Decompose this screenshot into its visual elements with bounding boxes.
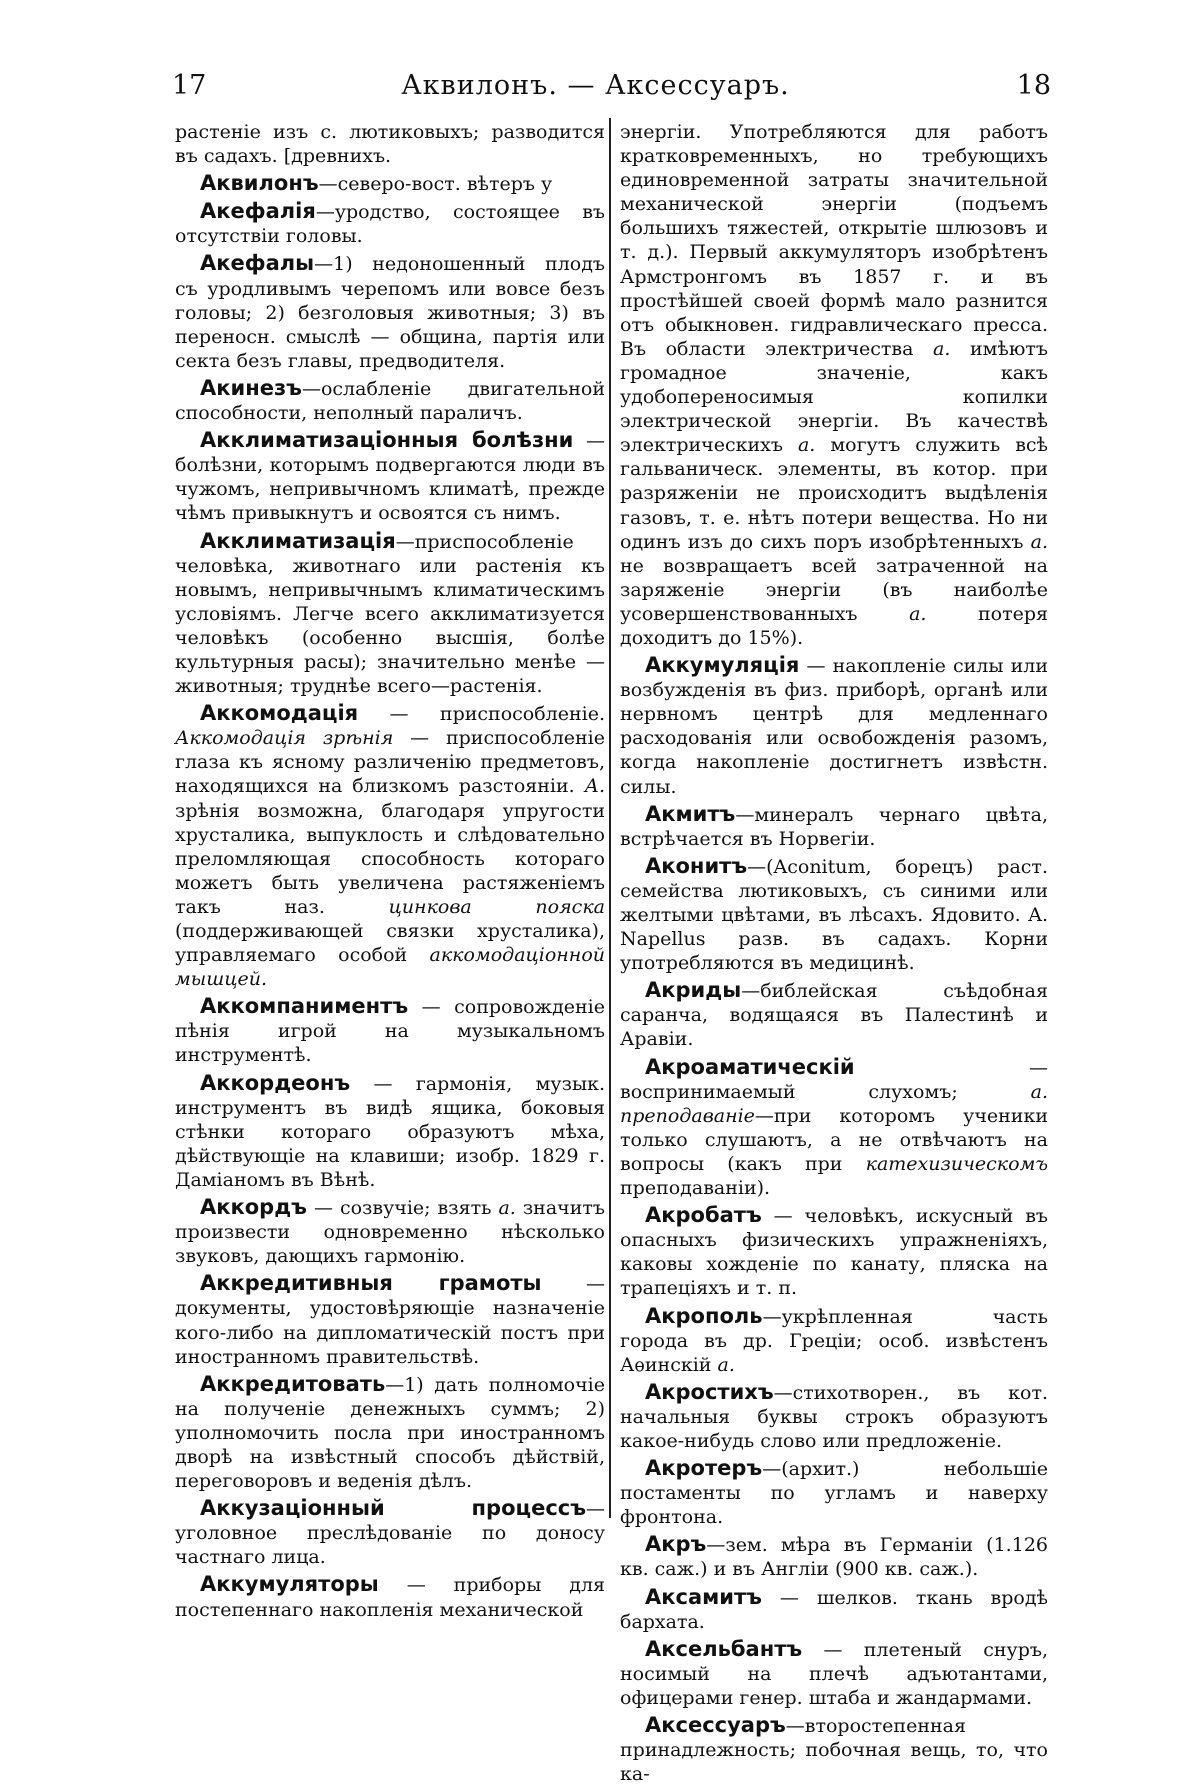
entry-definition: —минералъ чернаго цвѣта, встрѣчается въ Норвегіи. xyxy=(620,803,1048,850)
entry-definition: потеря доходитъ до 15%). xyxy=(620,602,1048,649)
dictionary-entry xyxy=(175,171,605,196)
dictionary-entry xyxy=(175,529,605,699)
entry-definition: — человѣкъ, искусный въ опасныхъ физическихъ упражненіяхъ, каковы хожденіе по канату, пляска на трапеціяхъ и т. п. xyxy=(620,1205,1048,1300)
entry-italic-text: Аккомодація зрѣнія xyxy=(175,727,394,750)
right-column xyxy=(620,120,1048,1789)
entry-headword: Аккредитивныя грамоты xyxy=(200,1271,542,1296)
entry-headword: Аккордеонъ xyxy=(200,1070,351,1095)
entry-italic-text: А. xyxy=(584,775,605,798)
dictionary-entry xyxy=(175,1071,605,1192)
entry-definition: —второстепенная принадлежность; побочная вещь, то, что ка- xyxy=(620,1715,1048,1786)
entry-definition: — уголовное преслѣдованіе по доносу частнаго лица. xyxy=(175,1498,605,1569)
entry-definition: —стихотворен., въ кот. начальныя буквы строкъ образуютъ какое-нибудь слово или предложеніе. xyxy=(620,1381,1048,1452)
entry-definition: —1) недоношенный плодъ съ уродливымъ черепомъ или вовсе безъ головы; 2) безголовыя животныя; 3) въ переносн. смыслѣ — община, партія или секта безъ главы, предводителя. xyxy=(175,253,605,372)
dictionary-entry xyxy=(620,1456,1048,1529)
entry-definition: — гармонія, музык. инструментъ въ видѣ ящика, боковыя стѣнки котораго образуютъ мѣха, дѣйствующіе на клавиши; изобр. 1829 г. Даміаномъ въ Вѣнѣ. xyxy=(175,1072,605,1191)
entry-headword: Акмитъ xyxy=(645,801,736,826)
entry-definition: — накопленіе силы или возбужденія въ физ. приборѣ, органѣ или нервномъ центрѣ для медленнаго расходованія или освобожденія разомъ, когда накопленіе достигнетъ извѣстн. силы. xyxy=(620,655,1048,798)
dictionary-entry xyxy=(175,376,605,425)
dictionary-entry xyxy=(620,978,1048,1051)
entry-definition: —укрѣпленная часть города въ др. Греціи; особ. извѣстенъ Аѳинскій xyxy=(620,1305,1048,1376)
entry-definition: —ослабленіе двигательной способности, неполный параличъ. xyxy=(175,377,605,425)
entry-headword: Акефалы xyxy=(200,251,315,276)
dictionary-entry xyxy=(175,199,605,248)
dictionary-entry xyxy=(175,1372,605,1493)
entry-definition: — созвучіе; взять xyxy=(306,1197,499,1220)
entry-headword: Аккомпаниментъ xyxy=(200,994,409,1019)
entry-italic-text: а. xyxy=(797,434,816,457)
entry-definition: — болѣзни, которымъ подвергаются люди въ чужомъ, непривычномъ климатѣ, прежде чѣмъ привыкнутъ и освоятся съ нимъ. xyxy=(175,430,605,525)
dictionary-entry xyxy=(620,1637,1048,1710)
dictionary-entry xyxy=(620,1304,1048,1377)
entry-italic-text: а. xyxy=(909,602,927,625)
entry-headword: Аксельбантъ xyxy=(645,1636,803,1661)
entry-continuation xyxy=(175,120,605,168)
column-divider xyxy=(609,118,611,1518)
entry-headword: Акростихъ xyxy=(645,1379,774,1404)
dictionary-entry xyxy=(175,994,605,1067)
dictionary-entry xyxy=(175,701,605,991)
entry-definition: —зем. мѣра въ Германіи (1.126 кв. саж.) и въ Англіи (900 кв. саж.). xyxy=(620,1534,1048,1581)
entry-definition: — приспособленіе. xyxy=(358,703,605,726)
entry-headword: Акробатъ xyxy=(645,1203,762,1228)
entry-definition: — шелков. ткань вродѣ бархата. xyxy=(620,1586,1048,1633)
entry-italic-text: цинкова пояска xyxy=(388,895,605,918)
entry-definition: —уродство, состоящее въ отсутствіи головы. xyxy=(175,201,605,248)
entry-definition: —1) дать полномочіе на полученіе денежныхъ суммъ; 2) уполномочить посла при иностранномъ дворѣ на извѣстный способъ дѣйствій, переговоровъ и веденія дѣлъ. xyxy=(175,1373,605,1493)
entry-definition: —при которомъ ученики только слушаютъ, а не отвѣчаютъ на вопросы (какъ при xyxy=(620,1104,1048,1175)
entry-definition: растеніе изъ с. лютиковыхъ; разводится въ садахъ. [древнихъ. xyxy=(175,121,605,168)
left-page-number: 17 xyxy=(172,70,207,101)
entry-definition: —(Aconitum, борецъ) раст. семейства лютиковыхъ, съ синими или желтыми цвѣтами, въ лѣсахъ. Ядовито. A. Napellus разв. въ садахъ. Корни употребляются въ медицинѣ. xyxy=(620,855,1048,975)
dictionary-entry xyxy=(175,428,605,525)
entry-continuation xyxy=(620,120,1048,650)
entry-definition: не возвращаетъ всей затраченной на заряженіе энергіи (въ наиболѣе усовершенствованныхъ xyxy=(620,554,1048,625)
entry-definition: — приспособленіе глаза къ ясному различенію предметовъ, находящихся на близкомъ разстояніи. xyxy=(175,727,605,798)
entry-definition: — плетеный снуръ, носимый на плечѣ адъютантами, офицерами генер. штаба и жандармами. xyxy=(620,1638,1048,1709)
dictionary-entry xyxy=(620,653,1048,799)
running-head: Аквилонъ. — Аксессуаръ. xyxy=(401,70,790,101)
left-column xyxy=(175,120,605,1625)
entry-headword: Акинезъ xyxy=(200,375,302,400)
dictionary-entry xyxy=(175,251,605,372)
entry-italic-text: а. xyxy=(933,337,951,360)
entry-headword: Акрополь xyxy=(645,1303,763,1328)
entry-headword: Аккордъ xyxy=(200,1195,307,1220)
entry-italic-text: а. xyxy=(717,1353,735,1376)
entry-headword: Аккомодація xyxy=(200,701,359,726)
entry-headword: Аквилонъ xyxy=(200,171,319,196)
entry-italic-text: катехизическомъ xyxy=(865,1152,1048,1175)
entry-definition: значитъ произвести одновременно нѣсколько звуковъ, дающихъ гармонію. xyxy=(175,1197,605,1268)
entry-definition: —приспособленіе человѣка, животнаго или растенія къ новымъ, непривычнымъ климатическимъ условіямъ. Легче всего акклиматизуется человѣкъ (особенно высшія, болѣе культурныя расы); значительно менѣе — животныя; труднѣе всего—растенія. xyxy=(175,530,605,698)
entry-definition: —северо-вост. вѣтеръ у xyxy=(318,173,553,196)
entry-definition: —(архит.) небольшіе постаменты по угламъ и наверху фронтона. xyxy=(620,1458,1048,1529)
entry-headword: Акроаматическій xyxy=(645,1054,855,1079)
entry-headword: Акклиматизація xyxy=(200,528,396,553)
entry-headword: Аксессуаръ xyxy=(645,1713,786,1737)
entry-definition: зрѣнія возможна, благодаря упругости хрусталика, выпуклость и слѣдовательно преломляющая способность котораго можетъ быть увеличена растяженіемъ такъ наз. xyxy=(175,799,605,918)
entry-headword: Аккузаціонный процессъ xyxy=(200,1496,586,1521)
dictionary-entry xyxy=(620,1055,1048,1201)
entry-definition: (поддерживающей связки хрусталика), управляемаго особой xyxy=(175,920,605,967)
dictionary-entry xyxy=(620,1203,1048,1300)
dictionary-entry xyxy=(175,1496,605,1569)
entry-headword: Акръ xyxy=(645,1532,707,1557)
dictionary-entry xyxy=(620,1585,1048,1634)
entry-headword: Акриды xyxy=(645,978,742,1003)
dictionary-entry xyxy=(620,802,1048,851)
entry-headword: Аккумуляторы xyxy=(200,1572,379,1597)
dictionary-entry xyxy=(175,1572,605,1621)
entry-italic-text: а. xyxy=(1030,530,1048,553)
entry-definition: имѣютъ громадное значеніе, какъ удобопереносимыя копилки электрической энергіи. Въ качествѣ электрическихъ xyxy=(620,337,1048,457)
dictionary-entry xyxy=(620,854,1048,975)
entry-headword: Акклиматизаціонныя болѣзни xyxy=(200,428,574,453)
dictionary-entry xyxy=(620,1713,1048,1786)
entry-definition: —библейская съѣдобная саранча, водящаяся въ Палестинѣ и Аравіи. xyxy=(620,980,1048,1051)
entry-definition: — документы, удостовѣряющіе назначеніе кого-либо на дипломатическій постъ при иностранномъ правительствѣ. xyxy=(175,1273,605,1368)
dictionary-entry xyxy=(620,1532,1048,1581)
entry-headword: Аксамитъ xyxy=(645,1584,762,1609)
entry-definition: — сопровожденіе пѣнія игрой на музыкальномъ инструментѣ. xyxy=(175,996,605,1067)
entry-definition: — приборы для постепеннаго накопленія механической xyxy=(175,1574,605,1621)
entry-definition: энергіи. Употребляются для работъ кратковременныхъ, но требующихъ единовременной затраты значительной механической энергіи (подъемъ большихъ тяжестей, открытіе шлюзовъ и т. д.). Первый аккумуляторъ изобрѣтенъ Армстронгомъ въ 1857 г. и въ простѣйшей своей формѣ мало разнится отъ обыкновен. гидравлическаго пресса. Въ области электричества xyxy=(620,121,1048,360)
entry-headword: Аккумуляція xyxy=(645,653,800,678)
dictionary-entry xyxy=(175,1195,605,1268)
entry-headword: Аконитъ xyxy=(645,853,748,878)
entry-headword: Акротеръ xyxy=(645,1456,763,1481)
entry-italic-text: а. преподаваніе xyxy=(620,1080,1048,1127)
entry-definition: преподаваніи). xyxy=(620,1177,771,1200)
dictionary-entry xyxy=(175,1271,605,1368)
entry-italic-text: а. xyxy=(498,1197,516,1220)
entry-headword: Аккредитовать xyxy=(200,1371,386,1396)
entry-italic-text: аккомодаціонной мышцей. xyxy=(175,944,605,991)
entry-headword: Акефалія xyxy=(200,199,316,224)
right-page-number: 18 xyxy=(1016,70,1051,101)
entry-definition: — воспринимаемый слухомъ; xyxy=(620,1056,1048,1103)
entry-definition: могутъ служить всѣ гальваническ. элементы, въ котор. при разряженіи не происходитъ выдѣленія газовъ, т. е. нѣтъ потери вещества. Но ни одинъ изъ до сихъ поръ изобрѣтенныхъ xyxy=(620,434,1048,553)
dictionary-entry xyxy=(620,1380,1048,1453)
